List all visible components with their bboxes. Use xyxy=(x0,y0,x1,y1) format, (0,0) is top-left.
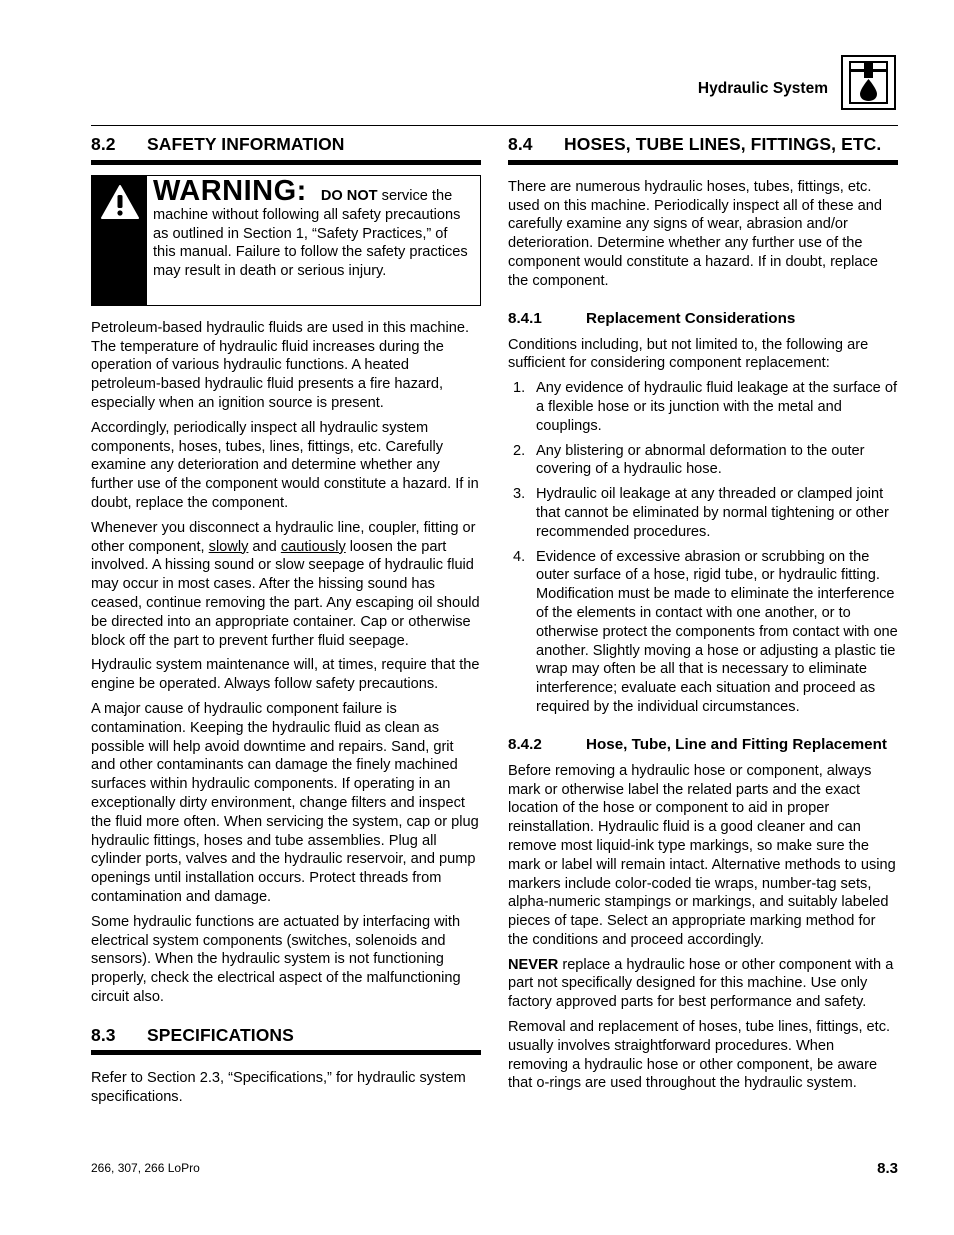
paragraph: Some hydraulic functions are actuated by interfacing with electrical system components (switches, solenoids and sensors). When the hydraulic system is not functioning properly, check the electrical aspect of the malfunctioning circuit also. xyxy=(91,913,461,1005)
subsection-heading-8-4-2: 8.4.2 Hose, Tube, Line and Fitting Replacement xyxy=(508,735,887,753)
warning-box xyxy=(91,175,481,306)
underlined-slowly: slowly xyxy=(208,538,249,555)
warning-label: WARNING: xyxy=(153,174,307,207)
paragraph: NEVER replace a hydraulic hose or other component with a part not specifically designed for this machine. Use only factory approved parts for best performance and safety. xyxy=(508,956,894,1011)
subsection-heading-8-4-1: 8.4.1 Replacement Considerations xyxy=(508,309,796,327)
paragraph: There are numerous hydraulic hoses, tubes, fittings, etc. used on this machine. Periodically inspect all of these and carefully examine any signs of wear, abrasion and/or deterioration. Determine whether any further use of the component would constitute a hazard. If in doubt, replace the component. xyxy=(508,178,882,289)
header-rule xyxy=(91,125,898,126)
paragraph: A major cause of hydraulic component failure is contamination. Keeping the hydraulic fluid as clean as possible will help avoid downtime and repairs. Sand, grit and other contaminants can damage the finely machined surfaces within hydraulic components. If operating in an exceptionally dirty environment, change filters and inspect the fluid more often. When servicing the system, cap or plug hydraulic fittings, hoses and tube assemblies. Plug all cylinder ports, valves and the hydraulic reservoir, and pump openings until installation occurs. Protect threads from contamination and damage. xyxy=(91,700,479,905)
section-heading-8-3: 8.3 SPECIFICATIONS xyxy=(91,1023,481,1056)
warning-sidebar xyxy=(92,176,147,305)
paragraph: Removal and replacement of hoses, tube lines, fittings, etc. usually involves straightforward procedures. When removing a hydraulic hose or other component, be aware that o-rings are used throughout the hydraulic system. xyxy=(508,1019,891,1092)
section-heading-8-4: 8.4 HOSES, TUBE LINES, FITTINGS, ETC. xyxy=(508,132,898,165)
right-column xyxy=(508,132,898,1099)
left-column xyxy=(91,132,481,1113)
warning-lead: DO NOT xyxy=(320,187,378,204)
paragraph: Before removing a hydraulic hose or component, always mark or otherwise label the related parts and the exact location of the hose or component to aid in proper reinstallation. Hydraulic fluid is a good cleaner and can remove most liquid-ink type markings, so make sure the mark or label will remain intact. Alternative methods to using markers include color-coded tie wraps, number-tag sets, alpha-numeric stampings or markings, and suitably labeled pieces of tape. Select an appropriate marking method for the conditions and proceed accordingly. xyxy=(508,762,896,948)
list-item: 3. Hydraulic oil leakage at any threaded or clamped joint that cannot be eliminated by normal tightening or other recommended procedures. xyxy=(513,486,889,540)
section-header-title: Hydraulic System xyxy=(697,80,828,97)
paragraph: Whenever you disconnect a hydraulic line, coupler, fitting or other component, slowly and cautiously loosen the part involved. A hissing sound or slow seepage of hydraulic fluid may occur in most cases. After the hissing sound has ceased, continue removing the part. Any escaping oil should be directed into an appropriate container. Cap or otherwise block off the part to prevent further fluid seepage. xyxy=(91,519,480,649)
paragraph: Accordingly, periodically inspect all hydraulic system components, hoses, tubes, lines, fittings, etc. Carefully examine any deterioration and determine whether any further use of the component would constitute a hazard. If in doubt, replace the component. xyxy=(91,419,479,511)
footer-models: 266, 307, 266 LoPro xyxy=(91,1161,200,1175)
warning-text xyxy=(147,176,480,305)
underlined-cautiously: cautiously xyxy=(280,538,346,555)
list-item: 1. Any evidence of hydraulic fluid leakage at the surface of a flexible hose or its junction with the metal and couplings. xyxy=(513,380,898,434)
never-emphasis: NEVER xyxy=(508,956,559,973)
list-item: 4. Evidence of excessive abrasion or scrubbing on the outer surface of a hose, rigid tube, or hydraulic fitting. Modification must be made to eliminate the interference of the elements in contact with one another, or to otherwise protect the components from contact with one another. Slightly moving a hose or adjusting a plastic tie wrap may often be all that is necessary to eliminate interference; evaluate each situation and proceed as required by the individual circumstances. xyxy=(513,548,898,715)
hydraulic-fluid-icon xyxy=(841,55,896,110)
page-number: 8.3 xyxy=(877,1160,898,1177)
warning-triangle-icon xyxy=(100,184,140,220)
paragraph: Conditions including, but not limited to, the following are sufficient for considering component replacement: xyxy=(508,336,869,372)
paragraph: Refer to Section 2.3, “Specifications,” for hydraulic system specifications. xyxy=(91,1070,466,1106)
list-item: 2. Any blistering or abnormal deformation to the outer covering of a hydraulic hose. xyxy=(513,442,865,478)
paragraph: Petroleum-based hydraulic fluids are used in this machine. The temperature of hydraulic fluid increases during the operation of various hydraulic functions. A heated petroleum-based hydraulic fluid presents a fire hazard, especially when an ignition source is present. xyxy=(91,319,470,411)
section-heading-8-2: 8.2 SAFETY INFORMATION xyxy=(91,132,481,165)
paragraph: Hydraulic system maintenance will, at times, require that the engine be operated. Always follow safety precautions. xyxy=(91,657,480,693)
replacement-conditions-list xyxy=(508,379,898,717)
warning-message: service the machine without following all safety precautions as outlined in Section 1, “Safety Practices,” of this manual. Failure to follow the safety practices may result in death or serious injury. xyxy=(153,187,468,280)
